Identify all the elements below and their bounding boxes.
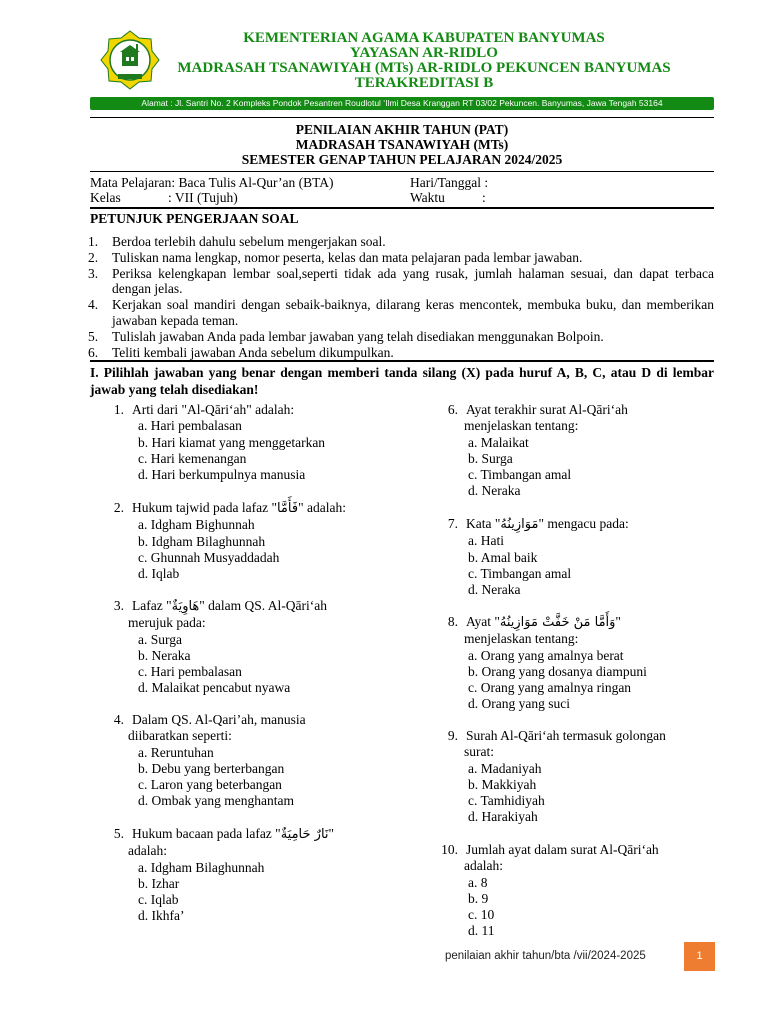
title-divider [90,171,714,172]
option-a: a. Orang yang amalnya berat [468,647,624,663]
question-4: 4. Dalam QS. Al-Qari’ah, manusia diibaratkan seperti: a. Reruntuhan b. Debu yang berterbangan c. Laron yang beterbangan d. Ombak yang menghantam [100,712,420,810]
option-b: b. Orang yang dosanya diampuni [468,663,647,679]
option-a: a. Madaniyah [468,760,542,776]
question-6: 6. Ayat terakhir surat Al-Qāri‘ah menjelaskan tentang: a. Malaikat b. Surga c. Timbangan amal d. Neraka [434,402,724,500]
school-logo [100,30,160,90]
option-c: c. Timbangan amal [468,467,572,483]
instruction-item: 6. Teliti kembali jawaban Anda sebelum dikumpulkan. [88,344,394,360]
section-divider [90,360,714,362]
question-stem-line2: adalah: [464,858,503,874]
arabic-text: فَأَمَّا [276,501,299,516]
option-c: c. Timbangan amal [468,565,572,581]
foundation-heading: YAYASAN AR-RIDLO [350,45,498,61]
ministry-heading: KEMENTERIAN AGAMA KABUPATEN BANYUMAS [243,30,605,46]
option-b: b. Debu yang berterbangan [138,760,285,776]
question-7: 7. Kata "مَوَازِينُهُ" mengacu pada: a. Hati b. Amal baik c. Timbangan amal d. Neraka [434,516,724,598]
option-a: a. Malaikat [468,434,529,450]
arabic-text: وَأَمَّا مَنْ خَفَّتْ مَوَازِينُهُ [499,615,616,630]
option-d: d. Ombak yang menghantam [138,793,294,809]
question-8: 8. Ayat "وَأَمَّا مَنْ خَفَّتْ مَوَازِينُهُ" menjelaskan tentang: a. Orang yang amalnya berat b. Orang yang dosanya diampuni c. Orang yang amalnya ringan d. Orang yang suci [434,614,724,713]
school-heading: MADRASAH TSANAWIYAH (MTs) AR-RIDLO PEKUNCEN BANYUMAS [177,60,671,76]
class-field: Kelas : VII (Tujuh) [90,190,238,205]
address-bar: Alamat : Jl. Santri No. 2 Kompleks Pondok Pesantren Roudlotul ‘Ilmi Desa Kranggan RT 03/02 Pekuncen. Banyumas, Jawa Tengah 53164 [90,97,714,110]
option-d: d. Malaikat pencabut nyawa [138,680,291,696]
instruction-item: 4. Kerjakan soal mandiri dengan sebaik-baiknya, dilarang keras mencontek, membuka buku, dan memberikan jawaban kepada teman. [88,297,714,328]
option-d: d. Ikhfa’ [138,908,185,924]
date-field: Hari/Tanggal : [410,175,489,190]
option-b: b. Amal baik [468,549,538,565]
option-d: d. 11 [468,923,495,939]
question-stem-line2: surat: [464,744,494,760]
option-c: c. Laron yang beterbangan [138,777,282,793]
arabic-text: نَارٌ حَامِيَةٌ [280,827,329,842]
question-5: 5. Hukum bacaan pada lafaz "نَارٌ حَامِيَةٌ" adalah: a. Idgham Bilaghunnah b. Izhar c. Iqlab d. Ikhfa’ [100,826,420,925]
exam-semester: SEMESTER GENAP TAHUN PELAJARAN 2024/2025 [241,152,563,167]
option-b: b. Idgham Bilaghunnah [138,533,266,549]
option-b: b. Neraka [138,647,191,663]
option-d: d. Neraka [468,582,521,598]
question-stem-line2: adalah: [128,843,167,859]
option-c: c. Hari pembalasan [138,664,242,680]
subject-field: Mata Pelajaran: Baca Tulis Al-Qur’an (BTA) [90,175,334,190]
option-d: d. Hari berkumpulnya manusia [138,467,306,483]
option-b: b. Hari kiamat yang menggetarkan [138,434,326,450]
option-a: a. Hati [468,533,504,549]
info-divider [90,207,714,209]
instruction-item: 1. Berdoa terlebih dahulu sebelum mengerjakan soal. [88,234,386,249]
arabic-text: هَاوِيَةٌ [171,599,200,614]
option-d: d. Orang yang suci [468,696,570,712]
question-stem-line2: diibaratkan seperti: [128,728,232,744]
exam-subtitle: MADRASAH TSANAWIYAH (MTs) [295,137,509,152]
question-10: 10. Jumlah ayat dalam surat Al-Qāri‘ah adalah: a. 8 b. 9 c. 10 d. 11 [434,842,724,940]
option-b: b. Surga [468,450,513,466]
option-a: a. Hari pembalasan [138,418,242,434]
page-number: 1 [684,942,715,971]
instruction-item: 5. Tulislah jawaban Anda pada lembar jawaban yang telah disediakan menggunakan Bolpoin. [88,328,604,344]
instructions-list [88,234,714,360]
option-b: b. Makkiyah [468,776,537,792]
time-field: Waktu : [410,190,486,205]
instruction-item: 3. Periksa kelengkapan lembar soal,seperti tidak ada yang rusak, jumlah halaman sesuai, dan dapat terbaca dengan jelas. [88,265,714,297]
question-stem-line2: menjelaskan tentang: [464,418,579,434]
option-c: c. Iqlab [138,892,179,908]
exam-title: PENILAIAN AKHIR TAHUN (PAT) [295,122,509,137]
option-c: c. 10 [468,907,495,923]
option-a: a. Reruntuhan [138,744,214,760]
option-a: a. Idgham Bighunnah [138,517,255,533]
section-instruction: I. Pilihlah jawaban yang benar dengan memberi tanda silang (X) pada huruf A, B, C, atau D di lembar jawab yang telah disediakan! [90,365,714,397]
option-a: a. Surga [138,631,182,647]
option-b: b. 9 [468,890,489,906]
option-c: c. Tamhidiyah [468,793,545,809]
arabic-text: مَوَازِينُهُ [500,517,539,532]
question-2: 2. Hukum tajwid pada lafaz "فَأَمَّا" adalah: a. Idgham Bighunnah b. Idgham Bilaghunnah c. Ghunnah Musyaddadah d. Iqlab [100,500,420,582]
question-3: 3. Lafaz "هَاوِيَةٌ" dalam QS. Al-Qāri‘ah merujuk pada: a. Surga b. Neraka c. Hari pembalasan d. Malaikat pencabut nyawa [100,598,420,697]
option-a: a. Idgham Bilaghunnah [138,859,265,875]
footer-text: penilaian akhir tahun/bta /vii/2024-2025 [445,950,646,962]
question-stem-line2: menjelaskan tentang: [464,631,579,647]
option-d: d. Neraka [468,483,521,499]
question-1: 1. Arti dari "Al-Qāri‘ah" adalah: a. Hari pembalasan b. Hari kiamat yang menggetarkan c. Hari kemenangan d. Hari berkumpulnya manusia [100,402,420,483]
question-stem-line2: merujuk pada: [128,615,206,631]
option-c: c. Orang yang amalnya ringan [468,680,632,696]
header-divider [90,117,714,118]
option-c: c. Hari kemenangan [138,450,247,466]
option-d: d. Harakiyah [468,809,538,825]
option-b: b. Izhar [138,875,180,891]
instructions-heading: PETUNJUK PENGERJAAN SOAL [90,211,299,226]
instruction-item: 2. Tuliskan nama lengkap, nomor peserta, kelas dan mata pelajaran pada lembar jawaban. [88,249,583,265]
accreditation-heading: TERAKREDITASI B [354,75,494,91]
question-9: 9. Surah Al-Qāri‘ah termasuk golongan surat: a. Madaniyah b. Makkiyah c. Tamhidiyah d. Harakiyah [434,728,724,826]
option-a: a. 8 [468,874,488,890]
option-c: c. Ghunnah Musyaddadah [138,549,280,565]
option-d: d. Iqlab [138,566,180,582]
